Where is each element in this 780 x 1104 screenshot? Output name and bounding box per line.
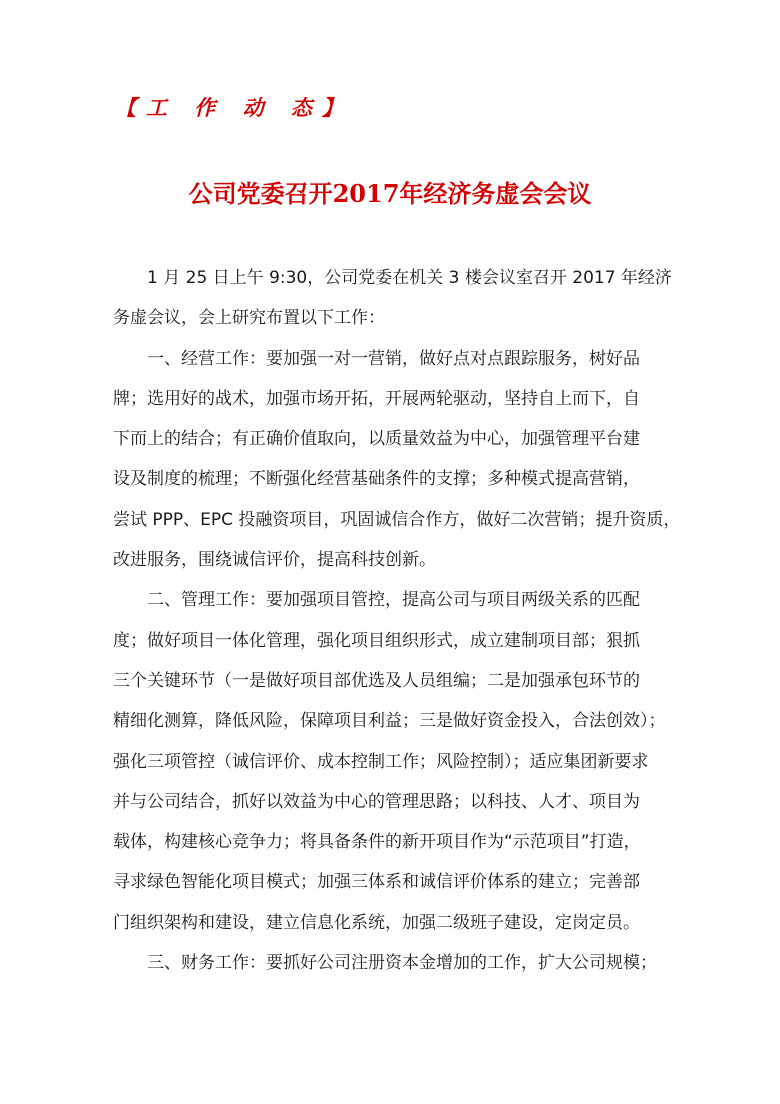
body-line: 务虚会议，会上研究布置以下工作： — [113, 308, 385, 329]
body-line: 三个关键环节（一是做好项目部优选及人员组编；二是加强承包环节的 — [113, 670, 640, 691]
body-line: 强化三项管控（诚信评价、成本控制工作；风险控制）；适应集团新要求 — [113, 751, 649, 772]
body-line: 牌；选用好的战术，加强市场开拓，开展两轮驱动，坚持自上而下，自 — [113, 388, 640, 409]
article-title: 公司党委召开2017年经济务虚会会议 — [188, 179, 592, 208]
body-line: 下而上的结合；有正确价值取向，以质量效益为中心，加强管理平台建 — [113, 429, 640, 450]
body-line: 载体，构建核心竞争力；将具备条件的新开项目作为“示范项目”打造， — [113, 832, 641, 853]
body-line: 一、经营工作：要加强一对一营销，做好点对点跟踪服务，树好品 — [147, 348, 640, 369]
body-line: 三、财务工作：要抓好公司注册资本金增加的工作，扩大公司规模； — [147, 953, 657, 974]
body-line: 门组织架构和建设，建立信息化系统，加强二级班子建设，定岗定员。 — [113, 912, 640, 933]
body-line: 并与公司结合，抓好以效益为中心的管理思路；以科技、人才、项目为 — [113, 791, 640, 812]
body-line: 寻求绿色智能化项目模式；加强三体系和诚信评价体系的建立；完善部 — [113, 872, 640, 893]
body-line: 尝试 PPP、EPC 投融资项目，巩固诚信合作方，做好二次营销；提升资质， — [113, 509, 681, 530]
body-line: 度；做好项目一体化管理，强化项目组织形式，成立建制项目部；狠抓 — [113, 630, 640, 651]
body-line: 改进服务，围绕诚信评价，提高科技创新。 — [113, 550, 436, 571]
body-line: 设及制度的梳理；不断强化经营基础条件的支撑；多种模式提高营销， — [113, 469, 640, 490]
article-body — [113, 258, 681, 983]
body-line: 二、管理工作：要加强项目管控，提高公司与项目两级关系的匹配 — [147, 590, 640, 611]
body-line: 精细化测算，降低风险，保障项目利益；三是做好资金投入，合法创效）； — [113, 711, 666, 732]
body-line: 1 月 25 日上午 9:30，公司党委在机关 3 楼会议室召开 2017 年经济 — [147, 268, 672, 288]
section-tag: 【工 作 动 态】 — [115, 95, 353, 120]
